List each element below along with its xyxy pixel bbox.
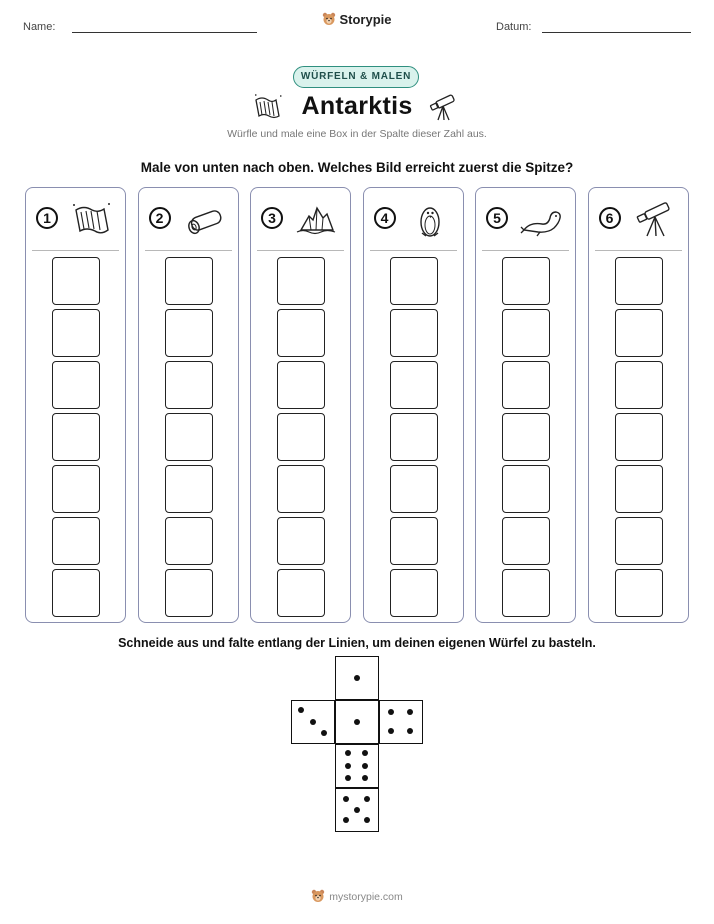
color-box[interactable] — [277, 465, 325, 513]
color-box[interactable] — [502, 413, 550, 461]
footer-url: mystorypie.com — [329, 891, 403, 903]
color-box[interactable] — [277, 309, 325, 357]
divider — [257, 250, 344, 251]
color-box[interactable] — [165, 257, 213, 305]
subtitle: Würfle und male eine Box in der Spalte dieser Zahl aus. — [227, 128, 487, 140]
color-box[interactable] — [277, 413, 325, 461]
die-pip — [388, 709, 394, 715]
color-box[interactable] — [165, 517, 213, 565]
color-box[interactable] — [52, 517, 100, 565]
footer — [0, 889, 714, 903]
die-pip — [321, 730, 327, 736]
color-box[interactable] — [52, 309, 100, 357]
color-box[interactable] — [615, 413, 663, 461]
color-box[interactable] — [615, 361, 663, 409]
color-box[interactable] — [390, 309, 438, 357]
die-pip — [407, 709, 413, 715]
die-face — [335, 656, 379, 700]
telescope-icon — [633, 200, 677, 240]
seal-icon — [520, 200, 564, 240]
color-box[interactable] — [615, 569, 663, 617]
dice-column — [588, 187, 689, 623]
color-box[interactable] — [502, 309, 550, 357]
color-box[interactable] — [277, 257, 325, 305]
divider — [482, 250, 569, 251]
die-face — [291, 700, 335, 744]
column-number: 6 — [599, 207, 621, 229]
color-box[interactable] — [390, 569, 438, 617]
dice-column — [138, 187, 239, 623]
column-number: 1 — [36, 207, 58, 229]
die-pip — [362, 750, 368, 756]
die-pip — [345, 750, 351, 756]
column-number: 3 — [261, 207, 283, 229]
color-box[interactable] — [502, 465, 550, 513]
dice-column — [250, 187, 351, 623]
color-box[interactable] — [52, 569, 100, 617]
dice-column — [363, 187, 464, 623]
color-box[interactable] — [390, 465, 438, 513]
color-box[interactable] — [165, 465, 213, 513]
page-title: Antarktis — [301, 92, 413, 120]
die-pip — [362, 763, 368, 769]
die-pip — [354, 719, 360, 725]
color-box[interactable] — [165, 361, 213, 409]
die-face — [335, 788, 379, 832]
brand-name: Storypie — [339, 12, 392, 27]
color-box[interactable] — [502, 257, 550, 305]
iceberg-icon — [295, 200, 339, 240]
color-box[interactable] — [615, 517, 663, 565]
color-box[interactable] — [390, 257, 438, 305]
date-line — [542, 32, 691, 33]
color-box[interactable] — [165, 413, 213, 461]
column-number: 5 — [486, 207, 508, 229]
divider — [145, 250, 232, 251]
dice-column — [475, 187, 576, 623]
color-box[interactable] — [52, 257, 100, 305]
die-pip — [364, 817, 370, 823]
color-box[interactable] — [390, 517, 438, 565]
instruction-text: Male von unten nach oben. Welches Bild erreicht zuerst die Spitze? — [140, 160, 574, 175]
color-box[interactable] — [165, 309, 213, 357]
category-badge: WÜRFELN & MALEN — [293, 66, 419, 88]
name-line — [72, 32, 257, 33]
color-box[interactable] — [615, 257, 663, 305]
color-box[interactable] — [615, 309, 663, 357]
column-number: 4 — [374, 207, 396, 229]
color-box[interactable] — [165, 569, 213, 617]
color-box[interactable] — [52, 361, 100, 409]
color-box[interactable] — [390, 361, 438, 409]
die-pip — [354, 675, 360, 681]
die-pip — [345, 775, 351, 781]
die-pip — [343, 796, 349, 802]
die-pip — [354, 807, 360, 813]
die-pip — [388, 728, 394, 734]
die-pip — [364, 796, 370, 802]
aurora-icon — [70, 200, 114, 240]
brand-logo — [0, 12, 714, 27]
color-box[interactable] — [615, 465, 663, 513]
color-box[interactable] — [390, 413, 438, 461]
divider — [370, 250, 457, 251]
die-instruction-text: Schneide aus und falte entlang der Linien, um deinen eigenen Würfel zu basteln. — [118, 636, 596, 650]
die-pip — [310, 719, 316, 725]
die-pip — [362, 775, 368, 781]
telescope-icon — [428, 92, 460, 122]
die-face — [335, 744, 379, 788]
log-icon — [183, 200, 227, 240]
color-box[interactable] — [502, 517, 550, 565]
name-label: Name: — [23, 21, 56, 33]
color-box[interactable] — [277, 517, 325, 565]
color-box[interactable] — [52, 413, 100, 461]
color-box[interactable] — [277, 361, 325, 409]
die-pip — [345, 763, 351, 769]
color-box[interactable] — [502, 569, 550, 617]
date-label: Datum: — [496, 21, 532, 33]
color-box[interactable] — [277, 569, 325, 617]
column-number: 2 — [149, 207, 171, 229]
die-face — [379, 700, 423, 744]
bear-logo-icon — [322, 12, 336, 26]
die-face — [335, 700, 379, 744]
penguin-icon — [408, 200, 452, 240]
divider — [595, 250, 682, 251]
color-box[interactable] — [52, 465, 100, 513]
divider — [32, 250, 119, 251]
die-pip — [343, 817, 349, 823]
die-pip — [407, 728, 413, 734]
dice-column — [25, 187, 126, 623]
color-box[interactable] — [502, 361, 550, 409]
die-pip — [298, 707, 304, 713]
bear-logo-icon — [311, 889, 325, 903]
